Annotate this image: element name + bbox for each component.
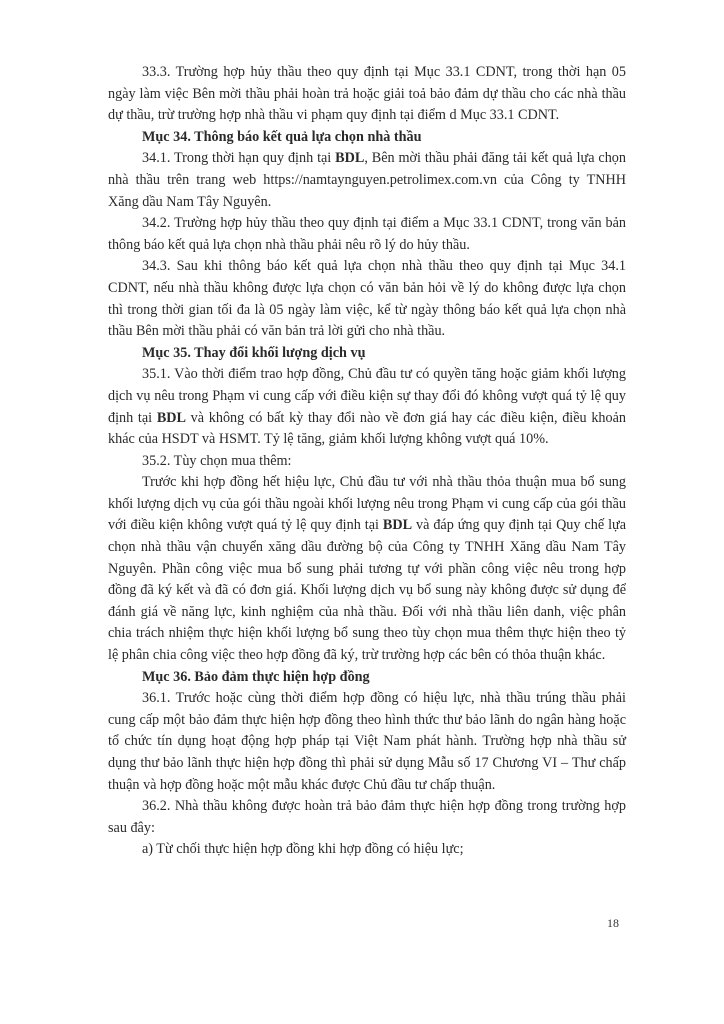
paragraph-34-2: 34.2. Trường hợp hủy thầu theo quy định tại điểm a Mục 33.1 CDNT, trong văn bản thông báo kết quả lựa chọn nhà thầu phải nêu rõ lý do hủy thầu. (108, 215, 626, 253)
paragraph-33-3: 33.3. Trường hợp hủy thầu theo quy định tại Mục 33.1 CDNT, trong thời hạn 05 ngày làm việc Bên mời thầu phải hoàn trả hoặc giải toả bảo đảm dự thầu cho các nhà thầu dự thầu, trừ trường hợp nhà thầu vi phạm quy định tại điểm d Mục 33.1 CDNT. (108, 64, 626, 124)
bdl-reference: BDL (156, 409, 186, 426)
paragraph-36-1: 36.1. Trước hoặc cùng thời điểm hợp đồng có hiệu lực, nhà thầu trúng thầu phải cung cấp một bảo đảm thực hiện hợp đồng theo hình thức thư bảo lãnh do ngân hàng hoặc tổ chức tín dụng hoạt động hợp pháp tại Việt Nam phát hành. Trường hợp nhà thầu sử dụng thư bảo lãnh thực hiện hợp đồng thì phải sử dụng Mẫu số 17 Chương VI – Thư chấp thuận và hợp đồng hoặc một mẫu khác được Chủ đầu tư chấp thuận. (108, 690, 626, 793)
paragraph-text: và không có bất kỳ thay đổi nào về đơn giá hay các điều kiện, điều khoản khác của HSDT và HSMT. Tỷ lệ tăng, giảm khối lượng không vượt quá 10%. (108, 409, 626, 448)
paragraph-34-1 (108, 148, 626, 213)
document-body (108, 62, 626, 861)
paragraph-34-3: 34.3. Sau khi thông báo kết quả lựa chọn nhà thầu theo quy định tại Mục 34.1 CDNT, nếu nhà thầu không được lựa chọn có văn bản hỏi về lý do không được lựa chọn thì trong thời gian tối đa là 05 ngày làm việc, kể từ ngày thông báo kết quả lựa chọn nhà thầu Bên mời thầu phải có văn bản trả lời gửi cho nhà thầu. (108, 258, 626, 340)
section-heading-36: Mục 36. Bảo đảm thực hiện hợp đồng (142, 668, 370, 685)
paragraph-text: , Bên mời thầu phải đăng tải kết quả lựa chọn nhà thầu trên trang web https://namtaynguyen.petrolimex.com.vn của Công ty TNHH Xăng dầu Nam Tây Nguyên. (108, 150, 626, 210)
paragraph-text: và đáp ứng quy định tại Quy chế lựa chọn nhà thầu vận chuyển xăng dầu đường bộ của Công ty TNHH Xăng dầu Nam Tây Nguyên. Phần công việc mua bổ sung phải tương tự với phần công việc nêu trong hợp đồng đã ký kết và đã có đơn giá. Khối lượng dịch vụ bổ sung này không được sử dụng để đánh giá về năng lực, kinh nghiệm của nhà thầu. Đối với nhà thầu liên danh, việc phân chia trách nhiệm thực hiện khối lượng bổ sung theo tùy chọn mua thêm thực hiện theo tỷ lệ phân chia công việc theo hợp đồng đã ký, trừ trường hợp các bên có thỏa thuận khác. (108, 517, 626, 664)
paragraph-36-2: 36.2. Nhà thầu không được hoàn trả bảo đảm thực hiện hợp đồng trong trường hợp sau đây: (108, 798, 626, 836)
paragraph-text: Trước khi hợp đồng hết hiệu lực, Chủ đầu tư với nhà thầu thỏa thuận mua bổ sung khối lượng dịch vụ của gói thầu ngoài khối lượng nêu trong Phạm vi cung cấp của gói thầu với điều kiện không vượt quá tỷ lệ quy định tại (108, 474, 626, 534)
section-heading-34: Mục 34. Thông báo kết quả lựa chọn nhà thầu (142, 128, 422, 145)
paragraph-35-2: 35.2. Tùy chọn mua thêm: (142, 452, 292, 469)
list-item-a: a) Từ chối thực hiện hợp đồng khi hợp đồng có hiệu lực; (142, 841, 464, 858)
page-number: 18 (607, 916, 619, 930)
paragraph-text: 35.1. Vào thời điểm trao hợp đồng, Chủ đầu tư có quyền tăng hoặc giảm khối lượng dịch vụ nêu trong Phạm vi cung cấp với điều kiện sự thay đổi đó không vượt quá tỷ lệ quy định tại (108, 366, 626, 426)
bdl-reference: BDL (335, 150, 365, 167)
paragraph-35-1 (108, 364, 626, 450)
section-heading-35: Mục 35. Thay đổi khối lượng dịch vụ (142, 344, 366, 361)
paragraph-35-2-detail (108, 472, 626, 666)
bdl-reference: BDL (382, 517, 413, 534)
paragraph-text: 34.1. Trong thời hạn quy định tại (142, 150, 336, 167)
